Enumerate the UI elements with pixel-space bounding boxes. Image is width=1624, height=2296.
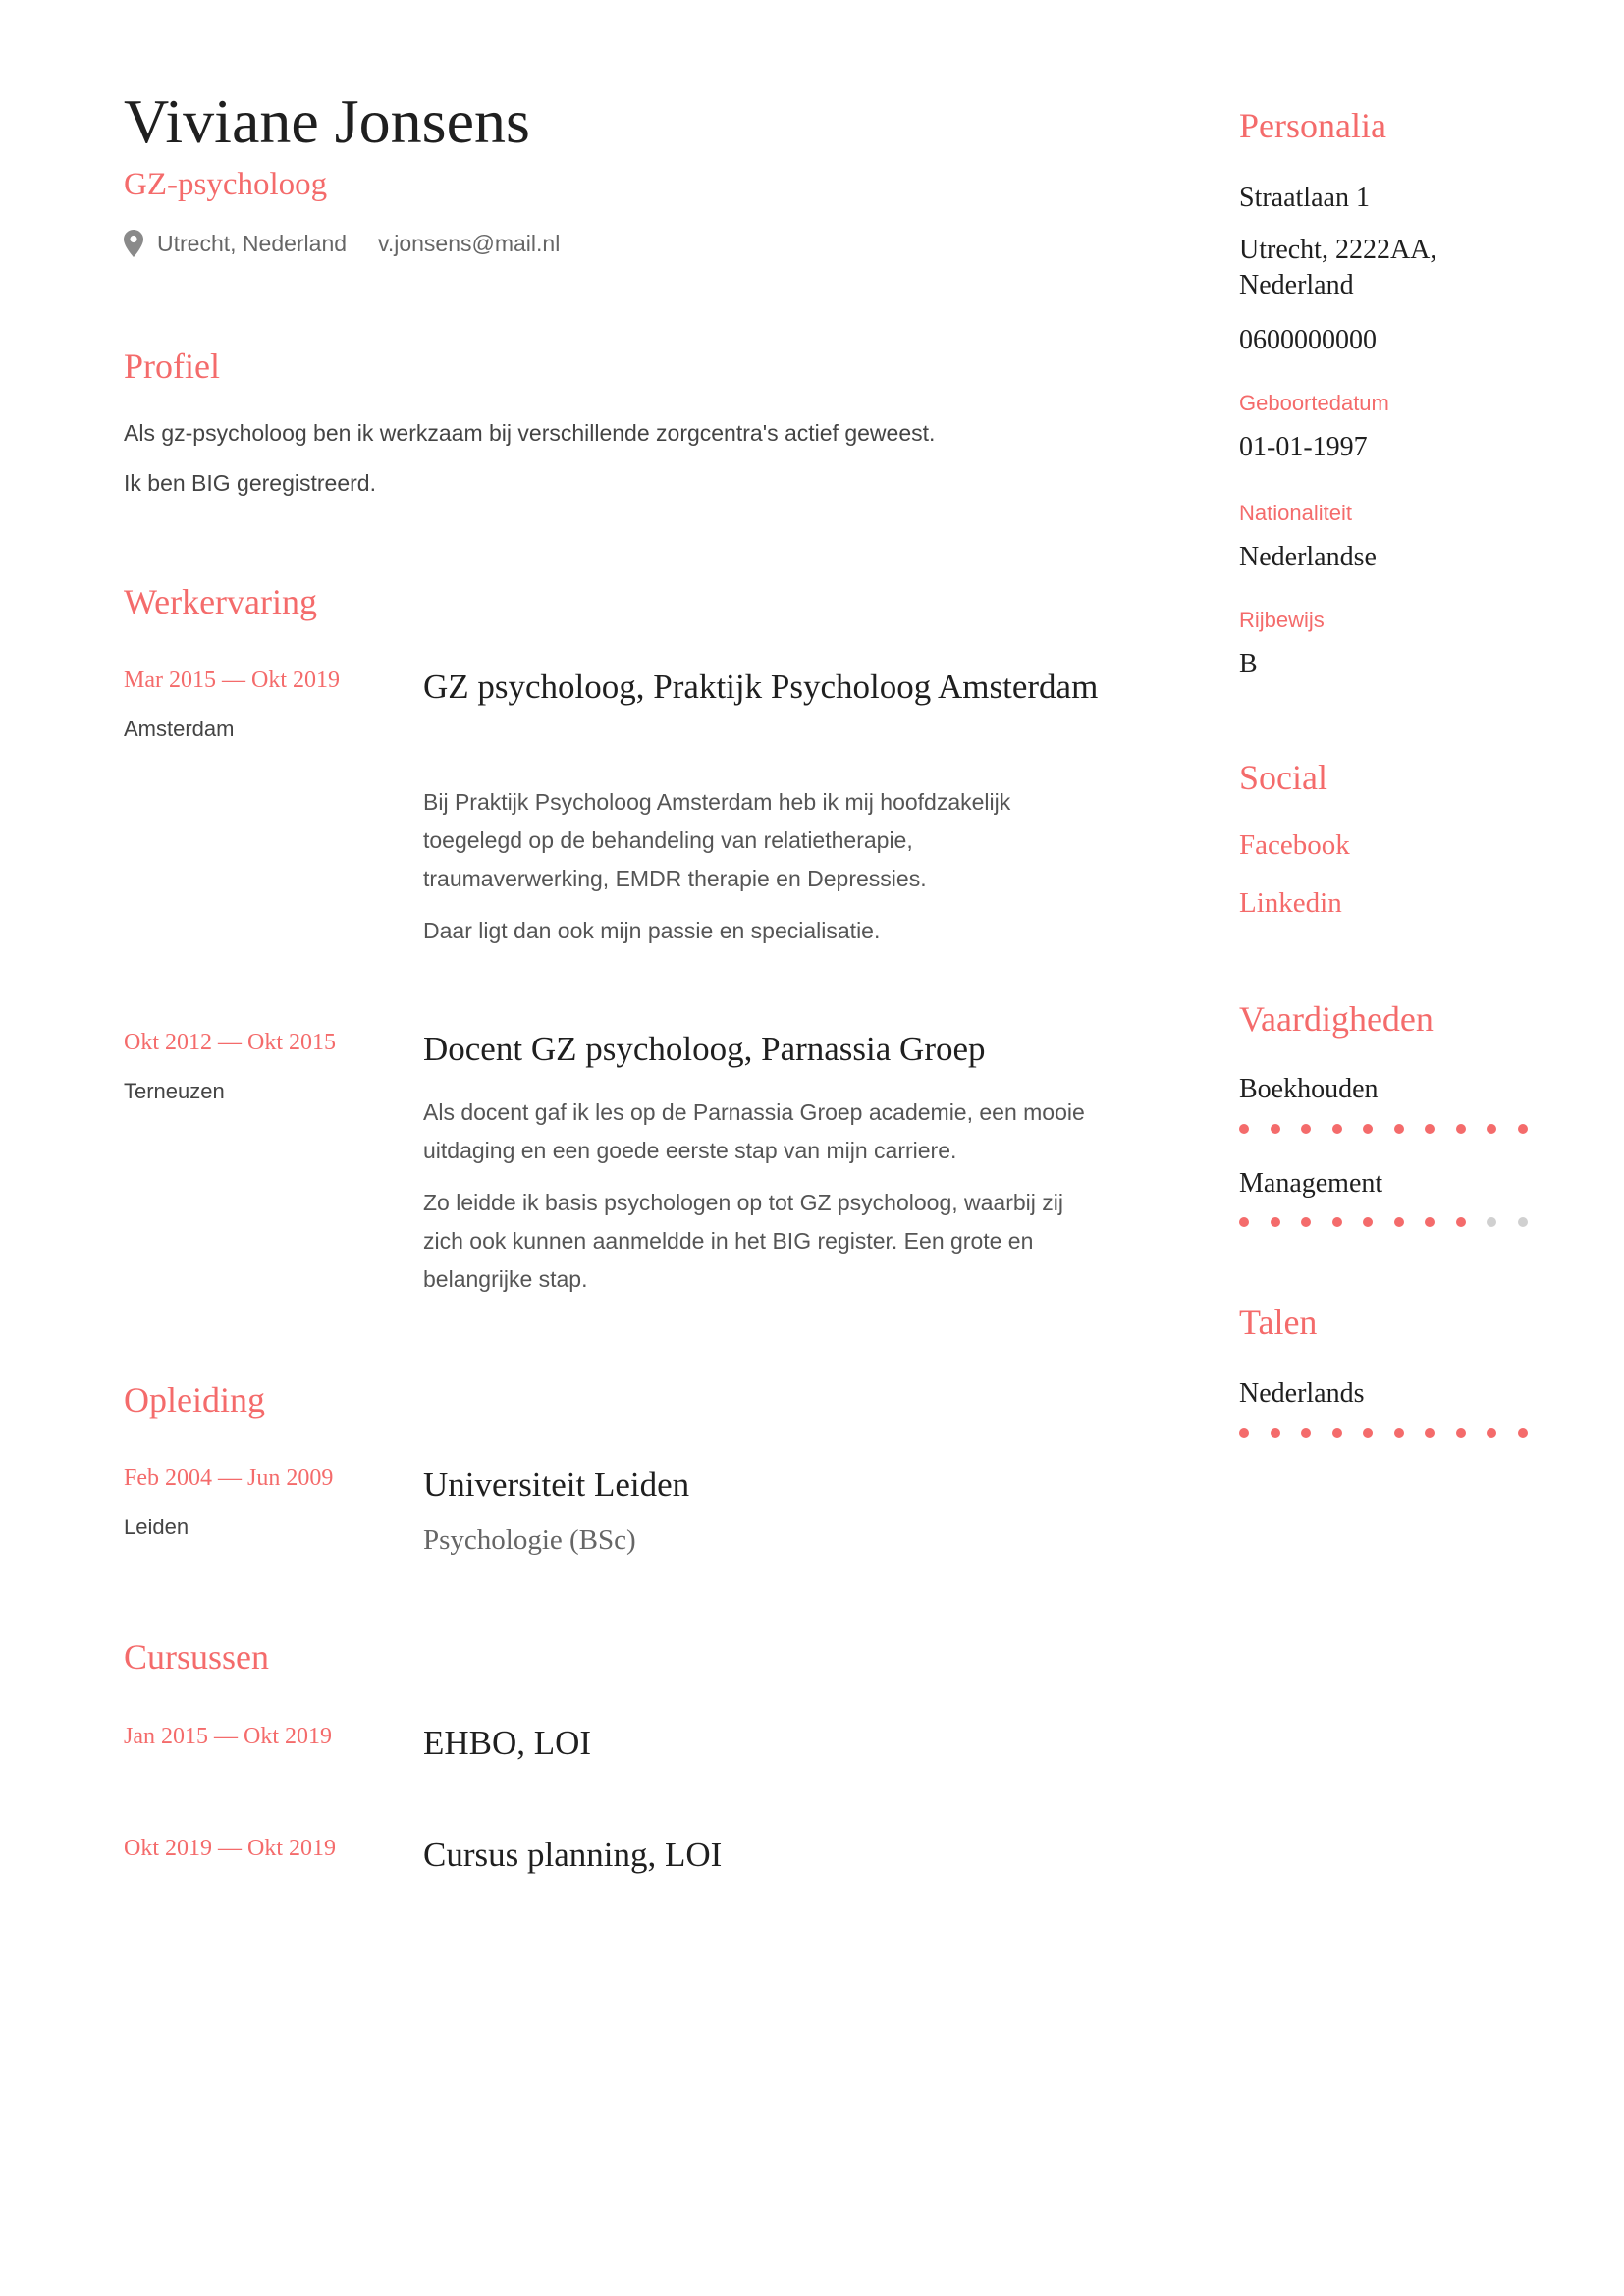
rating-dot-filled bbox=[1456, 1428, 1466, 1438]
section-title-personalia: Personalia bbox=[1239, 106, 1386, 145]
rating-dot-filled bbox=[1271, 1428, 1280, 1438]
entry-date: Okt 2019 — Okt 2019 bbox=[124, 1836, 336, 1861]
candidate-name: Viviane Jonsens bbox=[124, 86, 530, 156]
skill-name: Management bbox=[1239, 1168, 1383, 1199]
entry-place: Amsterdam bbox=[124, 717, 235, 741]
phone-number: 0600000000 bbox=[1239, 325, 1377, 355]
section-title-profiel: Profiel bbox=[124, 347, 220, 386]
facebook-link[interactable]: Facebook bbox=[1239, 829, 1350, 861]
language-rating bbox=[1239, 1428, 1548, 1438]
entry-paragraph: Als docent gaf ik les op de Parnassia Groep academie, een mooie uitdaging en een goede eerste stap van mijn carriere. bbox=[423, 1099, 1085, 1163]
rating-dot-filled bbox=[1456, 1124, 1466, 1134]
location-text: Utrecht, Nederland bbox=[157, 230, 348, 256]
address-country: Nederland bbox=[1239, 270, 1354, 300]
rating-dot-filled bbox=[1394, 1428, 1404, 1438]
rating-dot-empty bbox=[1518, 1217, 1528, 1227]
rating-dot-filled bbox=[1271, 1217, 1280, 1227]
nationality-value: Nederlandse bbox=[1239, 542, 1377, 572]
birthdate-label: Geboortedatum bbox=[1239, 391, 1389, 415]
rating-dot-filled bbox=[1394, 1217, 1404, 1227]
entry-date: Feb 2004 — Jun 2009 bbox=[124, 1466, 334, 1491]
rating-dot-filled bbox=[1239, 1124, 1249, 1134]
profile-line: Ik ben BIG geregistreerd. bbox=[124, 470, 376, 496]
section-title-vaardigheden: Vaardigheden bbox=[1239, 999, 1434, 1039]
rating-dot-filled bbox=[1363, 1217, 1373, 1227]
rating-dot-filled bbox=[1301, 1217, 1311, 1227]
entry-date: Mar 2015 — Okt 2019 bbox=[124, 667, 340, 693]
rating-dot-empty bbox=[1487, 1217, 1496, 1227]
entry-date: Jan 2015 — Okt 2019 bbox=[124, 1724, 332, 1749]
entry-title: GZ psycholoog, Praktijk Psycholoog Amsterdam bbox=[423, 667, 1099, 706]
skill-rating bbox=[1239, 1124, 1548, 1134]
entry-description bbox=[423, 1094, 1101, 1312]
rating-dot-filled bbox=[1301, 1124, 1311, 1134]
section-title-opleiding: Opleiding bbox=[124, 1380, 265, 1419]
rating-dot-filled bbox=[1301, 1428, 1311, 1438]
rating-dot-filled bbox=[1363, 1428, 1373, 1438]
entry-place: Leiden bbox=[124, 1515, 189, 1539]
entry-date: Okt 2012 — Okt 2015 bbox=[124, 1030, 336, 1055]
entry-description bbox=[423, 783, 1101, 964]
section-title-cursussen: Cursussen bbox=[124, 1637, 270, 1677]
address-street: Straatlaan 1 bbox=[1239, 183, 1370, 213]
skill-name: Boekhouden bbox=[1239, 1074, 1379, 1104]
section-title-werkervaring: Werkervaring bbox=[124, 582, 317, 621]
rating-dot-filled bbox=[1239, 1428, 1249, 1438]
rating-dot-filled bbox=[1363, 1124, 1373, 1134]
entry-paragraph: Daar ligt dan ook mijn passie en specialisatie. bbox=[423, 918, 881, 943]
entry-title: Cursus planning, LOI bbox=[423, 1836, 723, 1874]
rating-dot-filled bbox=[1332, 1428, 1342, 1438]
rating-dot-filled bbox=[1425, 1428, 1435, 1438]
entry-title: Docent GZ psycholoog, Parnassia Groep bbox=[423, 1030, 986, 1068]
location-pin-icon bbox=[124, 230, 143, 257]
linkedin-link[interactable]: Linkedin bbox=[1239, 887, 1342, 919]
section-title-talen: Talen bbox=[1239, 1303, 1318, 1342]
language-name: Nederlands bbox=[1239, 1378, 1365, 1409]
address-city: Utrecht, 2222AA, bbox=[1239, 235, 1437, 265]
entry-paragraph: Bij Praktijk Psycholoog Amsterdam heb ik mij hoofdzakelijk toegelegd op de behandeling van relatietherapie, traumaverwerking, EMDR therapie en Depressies. bbox=[423, 789, 1011, 891]
license-label: Rijbewijs bbox=[1239, 608, 1325, 632]
birthdate-value: 01-01-1997 bbox=[1239, 432, 1368, 462]
rating-dot-filled bbox=[1394, 1124, 1404, 1134]
rating-dot-filled bbox=[1518, 1124, 1528, 1134]
entry-paragraph: Zo leidde ik basis psychologen op tot GZ psycholoog, waarbij zij zich ook kunnen aanmeldde in het BIG register. Een grote en belangrijke stap. bbox=[423, 1190, 1064, 1292]
rating-dot-filled bbox=[1425, 1217, 1435, 1227]
rating-dot-filled bbox=[1456, 1217, 1466, 1227]
rating-dot-filled bbox=[1425, 1124, 1435, 1134]
profile-line: Als gz-psycholoog ben ik werkzaam bij verschillende zorgcentra's actief geweest. bbox=[124, 420, 936, 446]
section-title-social: Social bbox=[1239, 758, 1327, 797]
contact-line bbox=[124, 230, 560, 257]
entry-place: Terneuzen bbox=[124, 1079, 225, 1103]
rating-dot-filled bbox=[1487, 1124, 1496, 1134]
rating-dot-filled bbox=[1239, 1217, 1249, 1227]
email-link[interactable]: v.jonsens@mail.nl bbox=[378, 230, 561, 256]
profile-text bbox=[124, 414, 1086, 514]
rating-dot-filled bbox=[1518, 1428, 1528, 1438]
nationality-label: Nationaliteit bbox=[1239, 501, 1352, 525]
skill-rating bbox=[1239, 1217, 1548, 1227]
entry-subtitle: Psychologie (BSc) bbox=[423, 1524, 636, 1556]
license-value: B bbox=[1239, 649, 1258, 679]
job-title: GZ-psycholoog bbox=[124, 167, 328, 202]
rating-dot-filled bbox=[1487, 1428, 1496, 1438]
rating-dot-filled bbox=[1271, 1124, 1280, 1134]
entry-title: EHBO, LOI bbox=[423, 1724, 592, 1762]
rating-dot-filled bbox=[1332, 1217, 1342, 1227]
entry-title: Universiteit Leiden bbox=[423, 1466, 690, 1504]
rating-dot-filled bbox=[1332, 1124, 1342, 1134]
